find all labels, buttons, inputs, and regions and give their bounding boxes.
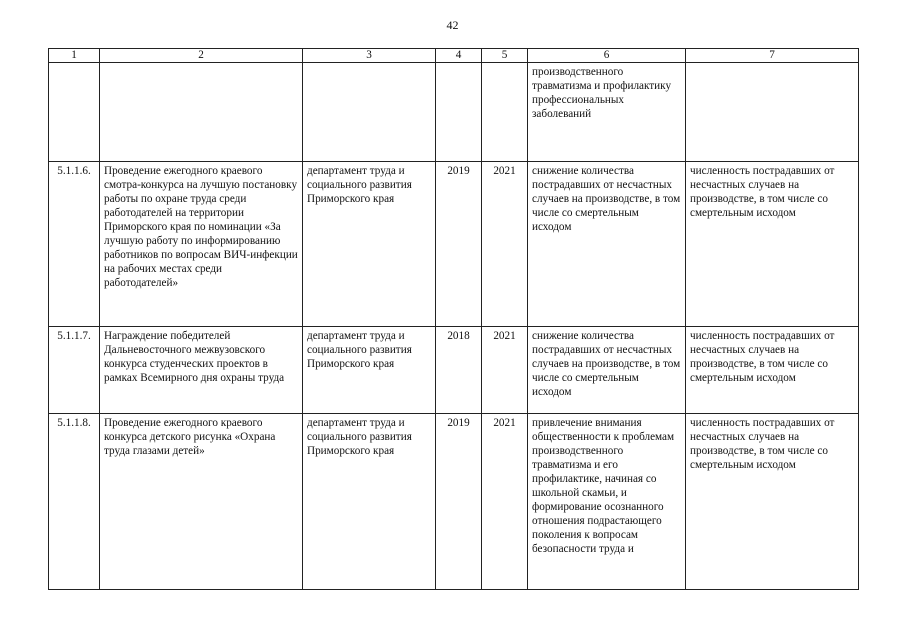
page-number: 42: [446, 18, 459, 32]
column-number-row: [49, 49, 859, 63]
expected-result-cell: снижение количества пострадавших от несчастных случаев на производстве, в том числе со смертельным исходом: [528, 327, 686, 414]
indicator-cell: численность пострадавших от несчастных случаев на производстве, в том числе со смертельным исходом: [686, 414, 859, 590]
end-year-cell: 2021: [482, 327, 528, 414]
program-activities-table: [48, 48, 859, 590]
item-number-cell: [49, 63, 100, 162]
start-year-cell: 2018: [436, 327, 482, 414]
start-year-cell: [436, 63, 482, 162]
expected-result-cell: производственного травматизма и профилактику профессиональных заболеваний: [528, 63, 686, 162]
executor-cell: департамент труда и социального развития Приморского края: [303, 162, 436, 327]
event-cell: [100, 63, 303, 162]
table-row: [49, 414, 859, 590]
end-year-cell: 2021: [482, 414, 528, 590]
item-number-cell: 5.1.1.7.: [49, 327, 100, 414]
indicator-cell: [686, 63, 859, 162]
indicator-cell: численность пострадавших от несчастных случаев на производстве, в том числе со смертельным исходом: [686, 327, 859, 414]
column-header-3: 3: [303, 49, 436, 63]
expected-result-cell: снижение количества пострадавших от несчастных случаев на производстве, в том числе со смертельным исходом: [528, 162, 686, 327]
executor-cell: [303, 63, 436, 162]
expected-result-cell: привлечение внимания общественности к проблемам производственного травматизма и его профилактике, начиная со школьной скамьи, и формирование осознанного отношения подрастающего поколения к вопросам безопасности труда и: [528, 414, 686, 590]
event-cell: Проведение ежегодного краевого смотра-конкурса на лучшую постановку работы по охране труда среди работодателей на территории Приморского края по номинации «За лучшую работу по информированию работников по вопросам ВИЧ-инфекции на рабочих местах среди работодателей»: [100, 162, 303, 327]
end-year-cell: [482, 63, 528, 162]
column-header-4: 4: [436, 49, 482, 63]
end-year-cell: 2021: [482, 162, 528, 327]
table-row: [49, 63, 859, 162]
executor-cell: департамент труда и социального развития Приморского края: [303, 327, 436, 414]
event-cell: Награждение победителей Дальневосточного межвузовского конкурса студенческих проектов в рамках Всемирного дня охраны труда: [100, 327, 303, 414]
column-header-2: 2: [100, 49, 303, 63]
item-number-cell: 5.1.1.8.: [49, 414, 100, 590]
table-row: [49, 162, 859, 327]
column-header-6: 6: [528, 49, 686, 63]
table-row: [49, 327, 859, 414]
column-header-5: 5: [482, 49, 528, 63]
indicator-cell: численность пострадавших от несчастных случаев на производстве, в том числе со смертельным исходом: [686, 162, 859, 327]
column-header-7: 7: [686, 49, 859, 63]
event-cell: Проведение ежегодного краевого конкурса детского рисунка «Охрана труда глазами детей»: [100, 414, 303, 590]
executor-cell: департамент труда и социального развития Приморского края: [303, 414, 436, 590]
start-year-cell: 2019: [436, 162, 482, 327]
start-year-cell: 2019: [436, 414, 482, 590]
item-number-cell: 5.1.1.6.: [49, 162, 100, 327]
column-header-1: 1: [49, 49, 100, 63]
